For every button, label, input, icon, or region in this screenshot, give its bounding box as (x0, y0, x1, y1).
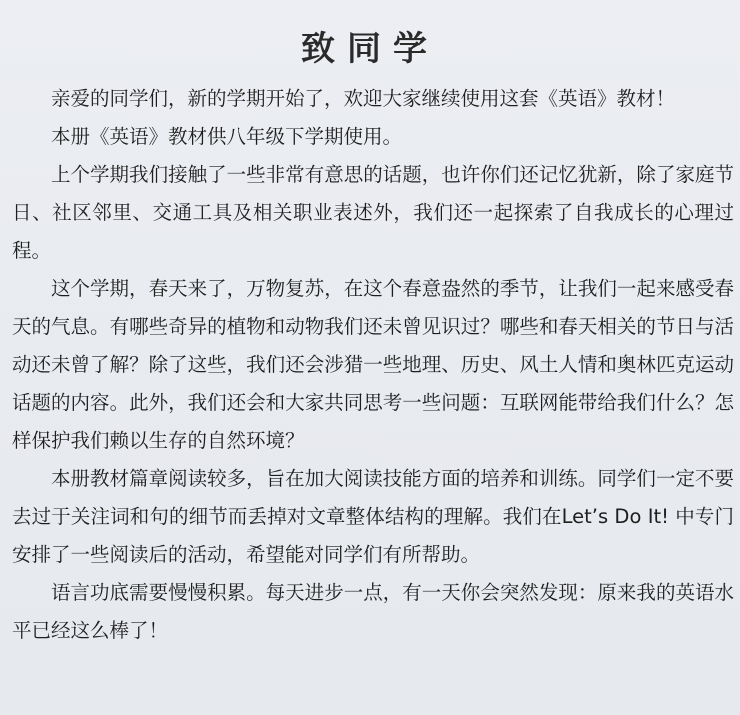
paragraph-this-term: 这个学期，春天来了，万物复苏，在这个春意盎然的季节，让我们一起来感受春天的气息。有哪些奇异的植物和动物我们还未曾见识过？哪些和春天相关的节日与活动还未曾了解？除了这些，我们还会涉猎一些地理、历史、风土人情和奥林匹克运动话题的内容。此外，我们还会和大家共同思考一些问题：互联网能带给我们什么？怎样保护我们赖以生存的自然环境？ (12, 277, 734, 452)
paragraph-closing: 语言功底需要慢慢积累。每天进步一点，有一天你会突然发现：原来我的英语水平已经这么棒了！ (12, 581, 734, 642)
paragraph-reading: 本册教材篇章阅读较多，旨在加大阅读技能方面的培养和训练。同学们一定不要去过于关注词和句的细节而丢掉对文章整体结构的理解。我们在Let’s Do It! 中专门安排了一些阅读后的活动，希望能对同学们有所帮助。 (12, 467, 734, 566)
paragraph-usage: 本册《英语》教材供八年级下学期使用。 (51, 125, 403, 148)
paragraph-greeting: 亲爱的同学们，新的学期开始了，欢迎大家继续使用这套《英语》教材！ (51, 87, 676, 110)
letter-body (12, 80, 734, 650)
paragraph-last-term: 上个学期我们接触了一些非常有意思的话题，也许你们还记忆犹新，除了家庭节日、社区邻里、交通工具及相关职业表述外，我们还一起探索了自我成长的心理过程。 (12, 163, 734, 262)
page-title: 致同学 (301, 28, 439, 69)
